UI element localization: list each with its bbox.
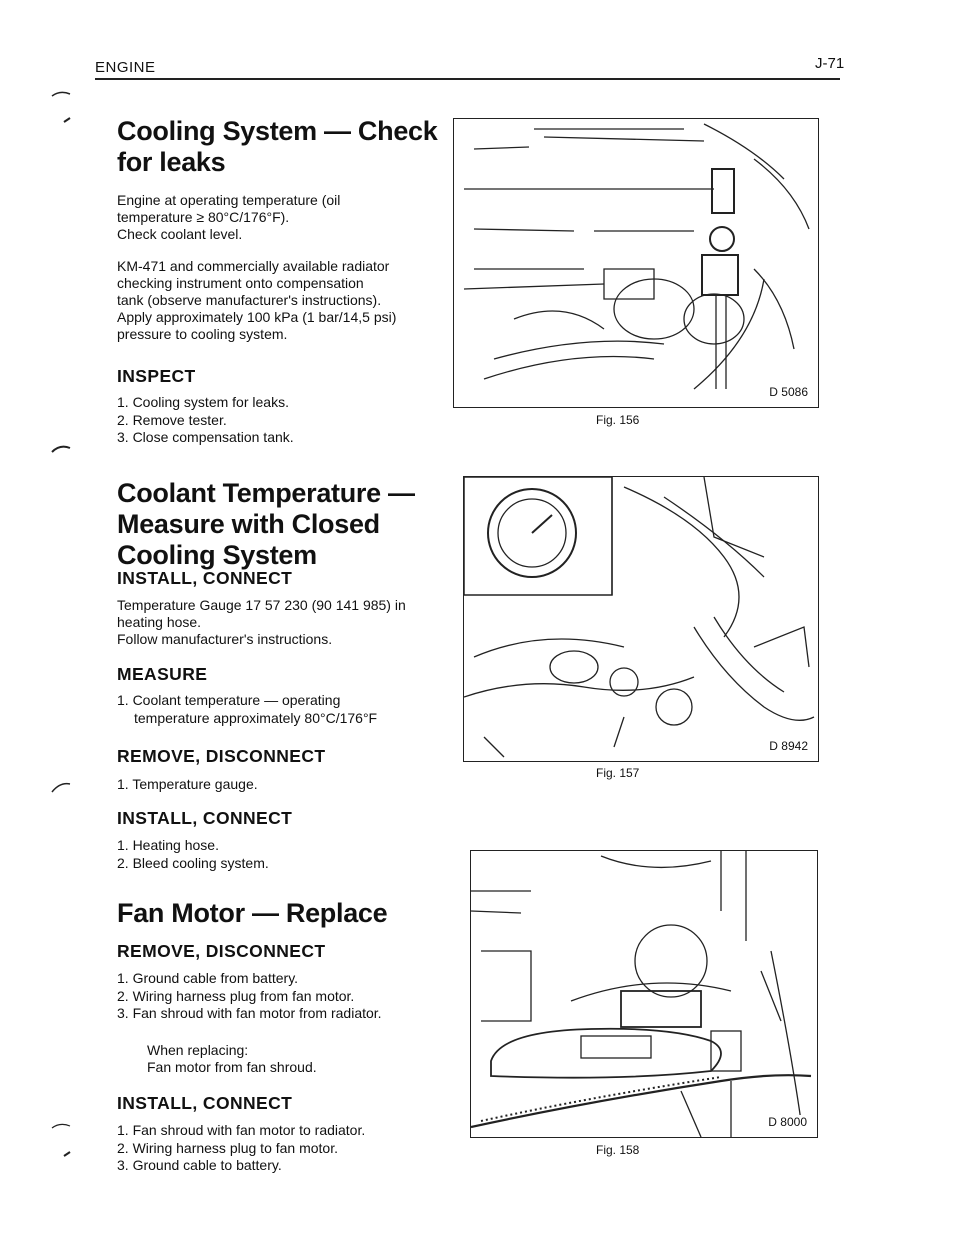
list-item: 1. Ground cable from battery. bbox=[117, 970, 299, 986]
figure-158-illustration bbox=[470, 850, 818, 1138]
subheading-install-connect: INSTALL, CONNECT bbox=[117, 808, 293, 828]
margin-mark bbox=[50, 440, 74, 460]
list-remove bbox=[117, 776, 447, 794]
list-item: 1. Heating hose. bbox=[117, 837, 219, 853]
paragraph: Temperature Gauge 17 57 230 (90 141 985) in heating hose. Follow manufacturer's instructions. bbox=[117, 597, 406, 647]
list-item: 2. Bleed cooling system. bbox=[117, 854, 269, 871]
figure-code: D 8000 bbox=[768, 1115, 807, 1129]
figure-156-illustration bbox=[453, 118, 819, 408]
subheading-install-connect: INSTALL, CONNECT bbox=[117, 568, 293, 588]
subheading-remove-disconnect: REMOVE, DISCONNECT bbox=[117, 746, 326, 766]
list-install bbox=[117, 1122, 447, 1175]
list-item: 2. Wiring harness plug from fan motor. bbox=[117, 987, 355, 1004]
figure-code: D 5086 bbox=[769, 385, 808, 399]
subheading-inspect: INSPECT bbox=[117, 366, 196, 386]
figure-caption: Fig. 158 bbox=[596, 1143, 640, 1157]
list-inspect bbox=[117, 394, 447, 447]
section-cooling-check bbox=[117, 116, 447, 178]
section-title: Coolant Temperature — Measure with Closed Cooling System bbox=[117, 478, 415, 570]
figure-caption: Fig. 156 bbox=[596, 413, 640, 427]
figure-code: D 8942 bbox=[769, 739, 808, 753]
margin-mark bbox=[50, 778, 74, 798]
section-coolant-temperature bbox=[117, 478, 447, 571]
margin-mark bbox=[50, 88, 74, 128]
list-item: 1. Cooling system for leaks. bbox=[117, 394, 289, 410]
running-header-section: ENGINE bbox=[95, 59, 156, 76]
list-measure bbox=[117, 692, 447, 727]
list-item: 3. Fan shroud with fan motor from radiator. bbox=[117, 1005, 382, 1021]
list-item: 2. Wiring harness plug to fan motor. bbox=[117, 1139, 338, 1156]
list-item: 3. Ground cable to battery. bbox=[117, 1157, 282, 1173]
margin-mark bbox=[50, 1120, 74, 1160]
subheading-install-connect: INSTALL, CONNECT bbox=[117, 1093, 293, 1113]
list-item: 2. Remove tester. bbox=[117, 411, 227, 428]
paragraph: KM-471 and commercially available radiator checking instrument onto compensation tank (observe manufacturer's instructions). Apply approximately 100 kPa (1 bar/14,5 psi) pressure to cooling system. bbox=[117, 258, 397, 342]
paragraph: Engine at operating temperature (oil temperature ≥ 80°C/176°F). Check coolant level. bbox=[117, 192, 341, 242]
list-item: 1. Fan shroud with fan motor to radiator. bbox=[117, 1122, 366, 1138]
figure-caption: Fig. 157 bbox=[596, 766, 640, 780]
list-item: 1. Coolant temperature — operating bbox=[117, 692, 341, 708]
note: When replacing: Fan motor from fan shroud. bbox=[147, 1042, 317, 1075]
list-item: 1. Temperature gauge. bbox=[117, 776, 258, 792]
subheading-remove-disconnect: REMOVE, DISCONNECT bbox=[117, 941, 326, 961]
list-remove bbox=[117, 970, 447, 1023]
list-install bbox=[117, 837, 447, 872]
section-fan-motor bbox=[117, 898, 447, 929]
figure-157-illustration bbox=[463, 476, 819, 762]
section-title: Cooling System — Check for leaks bbox=[117, 116, 438, 177]
header-rule bbox=[95, 78, 840, 80]
list-item: 3. Close compensation tank. bbox=[117, 429, 294, 445]
list-item: temperature approximately 80°C/176°F bbox=[134, 709, 378, 726]
subheading-measure: MEASURE bbox=[117, 664, 208, 684]
page-number: J-71 bbox=[815, 55, 845, 72]
section-title: Fan Motor — Replace bbox=[117, 898, 388, 928]
